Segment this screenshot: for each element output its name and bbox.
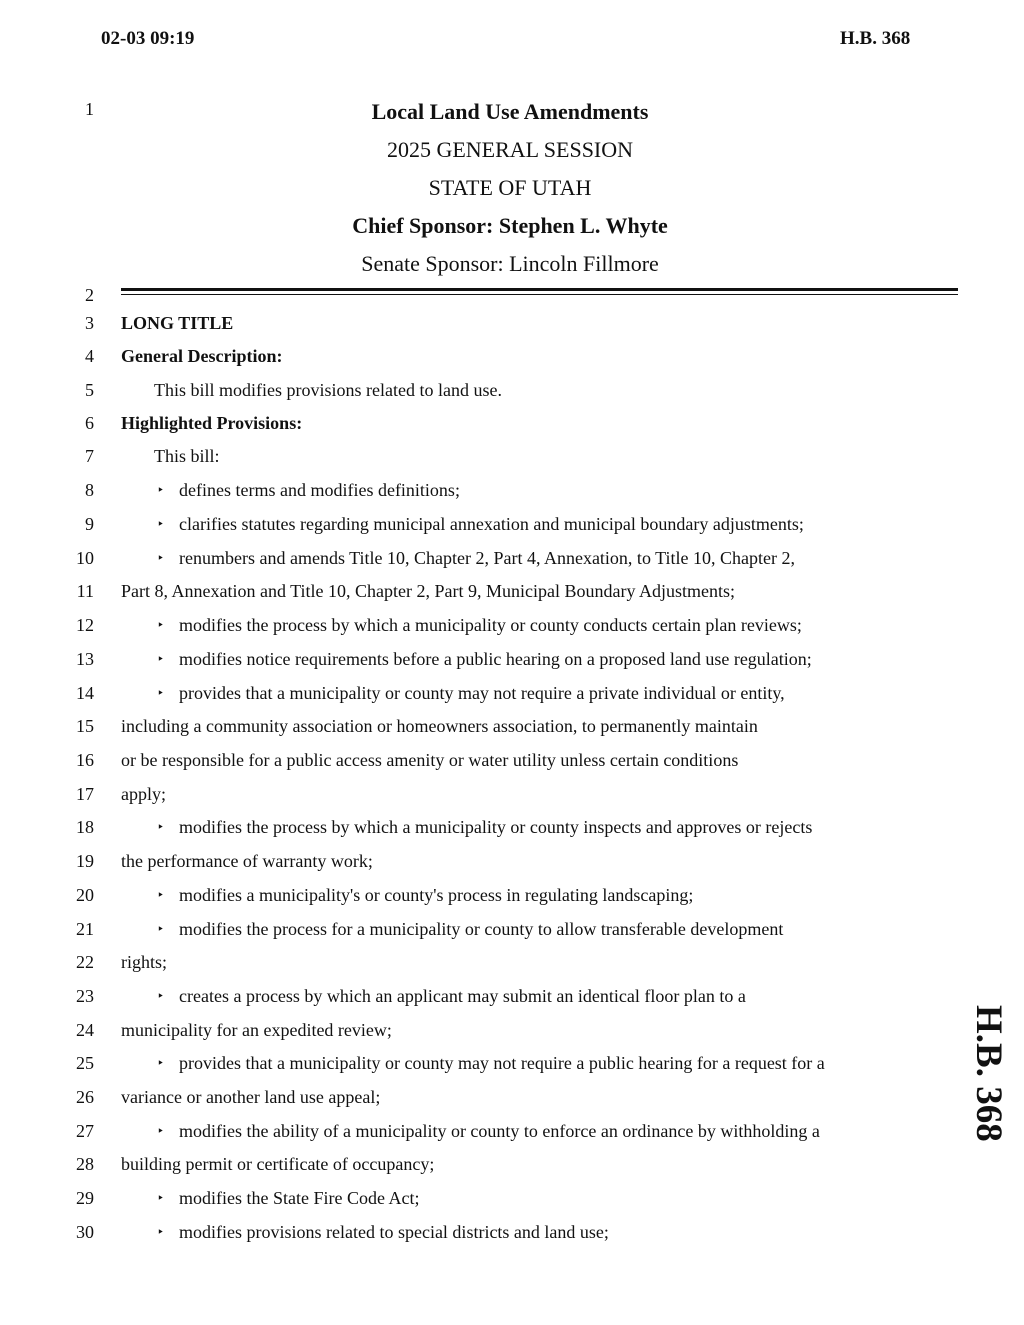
session: 2025 GENERAL SESSION bbox=[386, 137, 634, 162]
bullet-marker: ‣ bbox=[157, 1124, 165, 1138]
title-rule-thick bbox=[121, 288, 958, 291]
bullet-marker: ‣ bbox=[157, 820, 165, 834]
line-number: 11 bbox=[76, 581, 94, 601]
provision-item bbox=[154, 885, 693, 906]
bullet-marker: ‣ bbox=[157, 686, 165, 700]
side-bill-label bbox=[968, 1005, 1009, 1142]
provision-text: provides that a municipality or county may not require a public hearing for a request for a bbox=[179, 1053, 825, 1073]
line-number: 6 bbox=[85, 413, 94, 433]
provision-continuation: rights; bbox=[121, 952, 168, 972]
provision-text: modifies the process for a municipality or county to allow transferable development bbox=[179, 919, 784, 939]
line-number: 2 bbox=[85, 285, 94, 305]
side-bill-label-text: H.B. 368 bbox=[968, 1005, 1009, 1142]
bullet-marker: ‣ bbox=[157, 989, 165, 1003]
header-bill-number: H.B. 368 bbox=[840, 28, 911, 49]
provision-item bbox=[154, 1222, 609, 1243]
line-number: 17 bbox=[76, 784, 94, 804]
line-number: 26 bbox=[76, 1087, 94, 1107]
provision-item bbox=[154, 480, 460, 501]
highlighted-provisions-heading: Highlighted Provisions: bbox=[121, 413, 303, 433]
provision-text: modifies notice requirements before a public hearing on a proposed land use regulation; bbox=[179, 649, 812, 669]
provision-text: clarifies statutes regarding municipal annexation and municipal boundary adjustments; bbox=[179, 514, 804, 534]
provision-continuation: building permit or certificate of occupancy; bbox=[121, 1154, 435, 1174]
line-number: 13 bbox=[76, 649, 94, 669]
header-timestamp: 02-03 09:19 bbox=[101, 28, 195, 49]
line-number: 24 bbox=[76, 1020, 94, 1040]
provision-text: defines terms and modifies definitions; bbox=[179, 480, 460, 500]
line-number: 20 bbox=[76, 885, 94, 905]
state: STATE OF UTAH bbox=[428, 175, 592, 200]
line-number: 21 bbox=[76, 919, 94, 939]
line-number: 29 bbox=[76, 1188, 94, 1208]
bullet-marker: ‣ bbox=[157, 618, 165, 632]
bill-title: Local Land Use Amendments bbox=[371, 99, 649, 124]
line-number: 15 bbox=[76, 716, 94, 736]
provision-continuation: or be responsible for a public access amenity or water utility unless certain conditions bbox=[121, 750, 739, 770]
line-number: 14 bbox=[76, 683, 94, 703]
bullet-marker: ‣ bbox=[157, 888, 165, 902]
line-number: 16 bbox=[76, 750, 94, 770]
this-bill-text: This bill: bbox=[154, 446, 220, 466]
provision-item bbox=[154, 919, 783, 940]
long-title-heading: LONG TITLE bbox=[121, 313, 234, 333]
provision-text: modifies the ability of a municipality or county to enforce an ordinance by withholding a bbox=[179, 1121, 820, 1141]
line-number: 30 bbox=[76, 1222, 94, 1242]
line-number: 19 bbox=[76, 851, 94, 871]
line-number: 1 bbox=[85, 99, 94, 119]
provision-item bbox=[154, 548, 795, 569]
line-number: 25 bbox=[76, 1053, 94, 1073]
provision-text: modifies a municipality's or county's process in regulating landscaping; bbox=[179, 885, 694, 905]
line-number: 8 bbox=[85, 480, 94, 500]
chief-sponsor: Chief Sponsor: Stephen L. Whyte bbox=[352, 213, 668, 238]
provision-text: modifies the State Fire Code Act; bbox=[179, 1188, 420, 1208]
provision-item bbox=[154, 1053, 825, 1074]
bullet-marker: ‣ bbox=[157, 517, 165, 531]
bullet-marker: ‣ bbox=[157, 551, 165, 565]
provision-text: provides that a municipality or county may not require a private individual or entity, bbox=[179, 683, 785, 703]
provision-item bbox=[154, 1121, 820, 1142]
title-rule-thin bbox=[121, 294, 958, 295]
line-number: 27 bbox=[76, 1121, 94, 1141]
provision-item bbox=[154, 615, 802, 636]
provision-item bbox=[154, 683, 785, 704]
line-number: 4 bbox=[85, 346, 94, 366]
provision-continuation: the performance of warranty work; bbox=[121, 851, 373, 871]
provision-continuation: apply; bbox=[121, 784, 166, 804]
line-number: 23 bbox=[76, 986, 94, 1006]
provision-continuation: municipality for an expedited review; bbox=[121, 1020, 392, 1040]
provision-continuation: Part 8, Annexation and Title 10, Chapter 2, Part 9, Municipal Boundary Adjustments; bbox=[121, 581, 735, 601]
provision-text: renumbers and amends Title 10, Chapter 2, Part 4, Annexation, to Title 10, Chapter 2, bbox=[179, 548, 795, 568]
provision-text: modifies the process by which a municipality or county conducts certain plan reviews; bbox=[179, 615, 802, 635]
provision-text: creates a process by which an applicant may submit an identical floor plan to a bbox=[179, 986, 746, 1006]
bullet-marker: ‣ bbox=[157, 1225, 165, 1239]
provision-continuation: including a community association or homeowners association, to permanently maintain bbox=[121, 716, 758, 736]
line-number: 22 bbox=[76, 952, 94, 972]
provision-continuation: variance or another land use appeal; bbox=[121, 1087, 381, 1107]
senate-sponsor: Senate Sponsor: Lincoln Fillmore bbox=[361, 251, 659, 276]
line-number: 3 bbox=[85, 313, 94, 333]
provision-item bbox=[154, 817, 812, 838]
provision-item bbox=[154, 1188, 419, 1209]
provision-text: modifies the process by which a municipality or county inspects and approves or rejects bbox=[179, 817, 813, 837]
bullet-marker: ‣ bbox=[157, 1056, 165, 1070]
bullet-marker: ‣ bbox=[157, 652, 165, 666]
line-number: 9 bbox=[85, 514, 94, 534]
provision-text: modifies provisions related to special districts and land use; bbox=[179, 1222, 609, 1242]
line-number: 18 bbox=[76, 817, 94, 837]
general-description-heading: General Description: bbox=[121, 346, 283, 366]
bullet-marker: ‣ bbox=[157, 1191, 165, 1205]
bullet-marker: ‣ bbox=[157, 922, 165, 936]
line-number: 12 bbox=[76, 615, 94, 635]
line-number: 28 bbox=[76, 1154, 94, 1174]
provision-item bbox=[154, 649, 812, 670]
bullet-marker: ‣ bbox=[157, 483, 165, 497]
provision-item bbox=[154, 986, 746, 1007]
general-description-text: This bill modifies provisions related to land use. bbox=[154, 380, 502, 400]
line-number: 5 bbox=[85, 380, 94, 400]
provision-item bbox=[154, 514, 804, 535]
line-number: 7 bbox=[85, 446, 94, 466]
line-number: 10 bbox=[76, 548, 94, 568]
